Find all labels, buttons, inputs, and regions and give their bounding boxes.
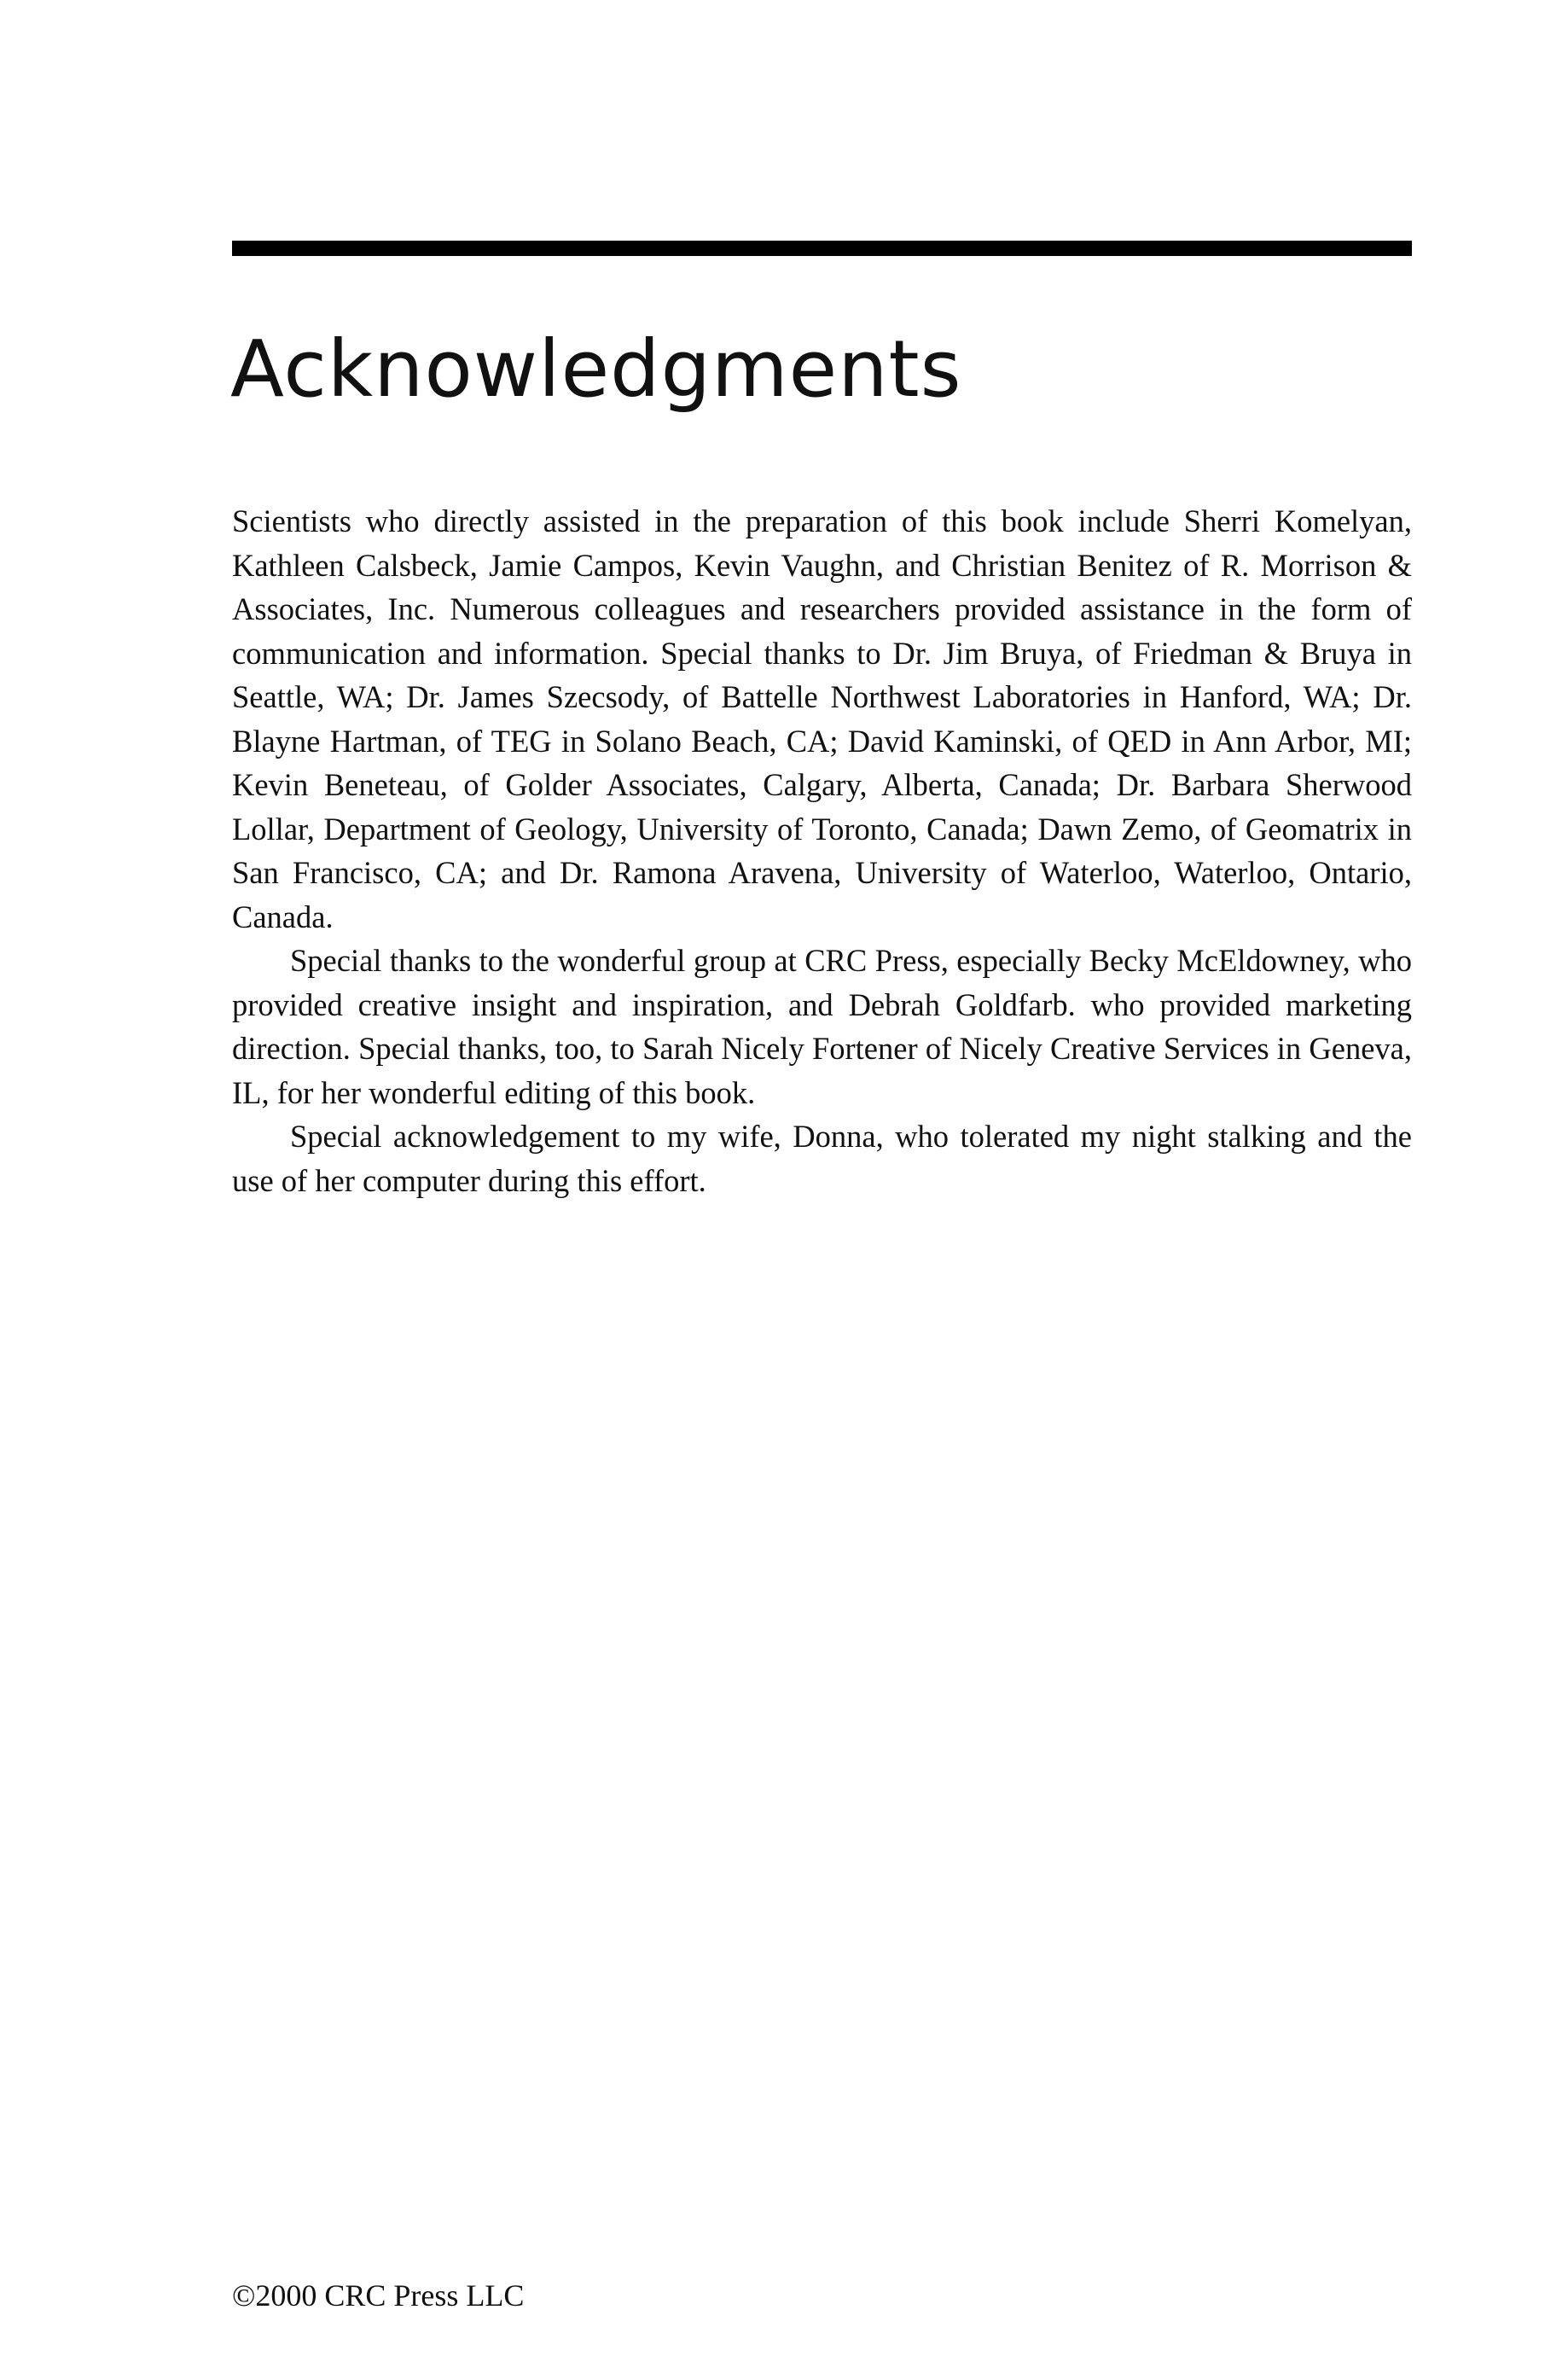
title-rule bbox=[232, 241, 1412, 256]
acknowledgments-body bbox=[232, 499, 1412, 1202]
paragraph-scientists: Scientists who directly assisted in the preparation of this book include Sherri Komelyan, Kathleen Calsbeck, Jamie Campos, Kevin Vaughn, and Christian Benitez of R. Morrison & Associates, Inc. Numerous colleagues and researchers provided assistance in the form of communication and information. Special thanks to Dr. Jim Bruya, of Friedman & Bruya in Seattle, WA; Dr. James Szecsody, of Battelle Northwest Laboratories in Hanford, WA; Dr. Blayne Hartman, of TEG in Solano Beach, CA; David Kaminski, of QED in Ann Arbor, MI; Kevin Beneteau, of Golder Associates, Calgary, Alberta, Canada; Dr. Barbara Sherwood Lollar, Department of Geology, University of Toronto, Canada; Dawn Zemo, of Geomatrix in San Francisco, CA; and Dr. Ramona Aravena, University of Waterloo, Waterloo, Ontario, Canada. bbox=[232, 503, 1412, 934]
copyright-footer: ©2000 CRC Press LLC bbox=[232, 2278, 525, 2313]
page-title: Acknowledgments bbox=[230, 323, 962, 415]
paragraph-crc-press: Special thanks to the wonderful group at CRC Press, especially Becky McEldowney, who provided creative insight and inspiration, and Debrah Goldfarb. who provided marketing direction. Special thanks, too, to Sarah Nicely Fortener of Nicely Creative Services in Geneva, IL, for her wonderful editing of this book. bbox=[232, 943, 1412, 1110]
paragraph-family: Special acknowledgement to my wife, Donna, who tolerated my night stalking and the use of her computer during this effort. bbox=[232, 1119, 1412, 1198]
